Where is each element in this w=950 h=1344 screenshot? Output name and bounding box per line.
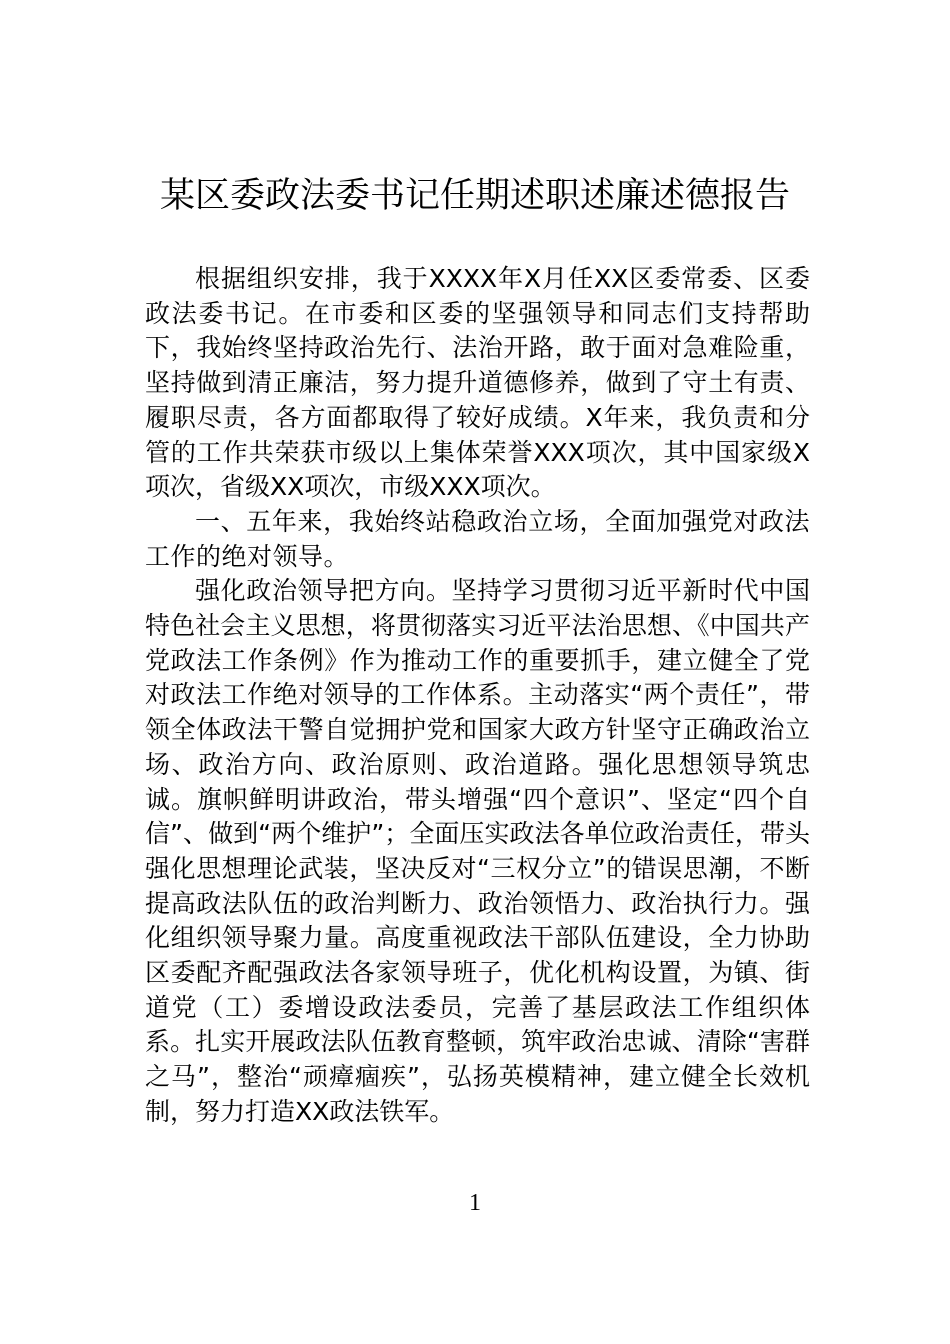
document-title: 某区委政法委书记任期述职述廉述德报告 xyxy=(159,176,790,216)
document-body xyxy=(145,262,810,1130)
intro-paragraph: 根据组织安排，我于XXXX年X月任XX区委常委、区委政法委书记。在市委和区委的坚强领导和同志们支持帮助下，我始终坚持政治先行、法治开路，敢于面对急难险重，坚持做到清正廉洁，努力提升道德修养，做到了守土有责、履职尽责，各方面都取得了较好成绩。X年来，我负责和分管的工作共荣获市级以上集体荣誉XXX项次，其中国家级X项次，省级XX项次，市级XXX项次。 xyxy=(145,264,810,502)
body-paragraph: 强化政治领导把方向。坚持学习贯彻习近平新时代中国特色社会主义思想，将贯彻落实习近平法治思想、《中国共产党政法工作条例》作为推动工作的重要抓手，建立健全了党对政法工作绝对领导的工作体系。主动落实“两个责任”，带领全体政法干警自觉拥护党和国家大政方针坚守正确政治立场、政治方向、政治原则、政治道路。强化思想领导筑忠诚。旗帜鲜明讲政治，带头增强“四个意识”、坚定“四个自信”、做到“两个维护”；全面压实政法各单位政治责任，带头强化思想理论武装，坚决反对“三权分立”的错误思潮，不断提高政法队伍的政治判断力、政治领悟力、政治执行力。强化组织领导聚力量。高度重视政法干部队伍建设，全力协助区委配齐配强政法各家领导班子，优化机构设置，为镇、街道党（工）委增设政法委员，完善了基层政法工作组织体系。扎实开展政法队伍教育整顿，筑牢政治忠诚、清除“害群之马”，整治“顽瘴痼疾”，弘扬英模精神，建立健全长效机制，努力打造XX政法铁军。 xyxy=(145,576,810,1126)
page-number: 1 xyxy=(469,1190,481,1216)
section-heading: 一、五年来，我始终站稳政治立场，全面加强党对政法工作的绝对领导。 xyxy=(145,506,810,571)
